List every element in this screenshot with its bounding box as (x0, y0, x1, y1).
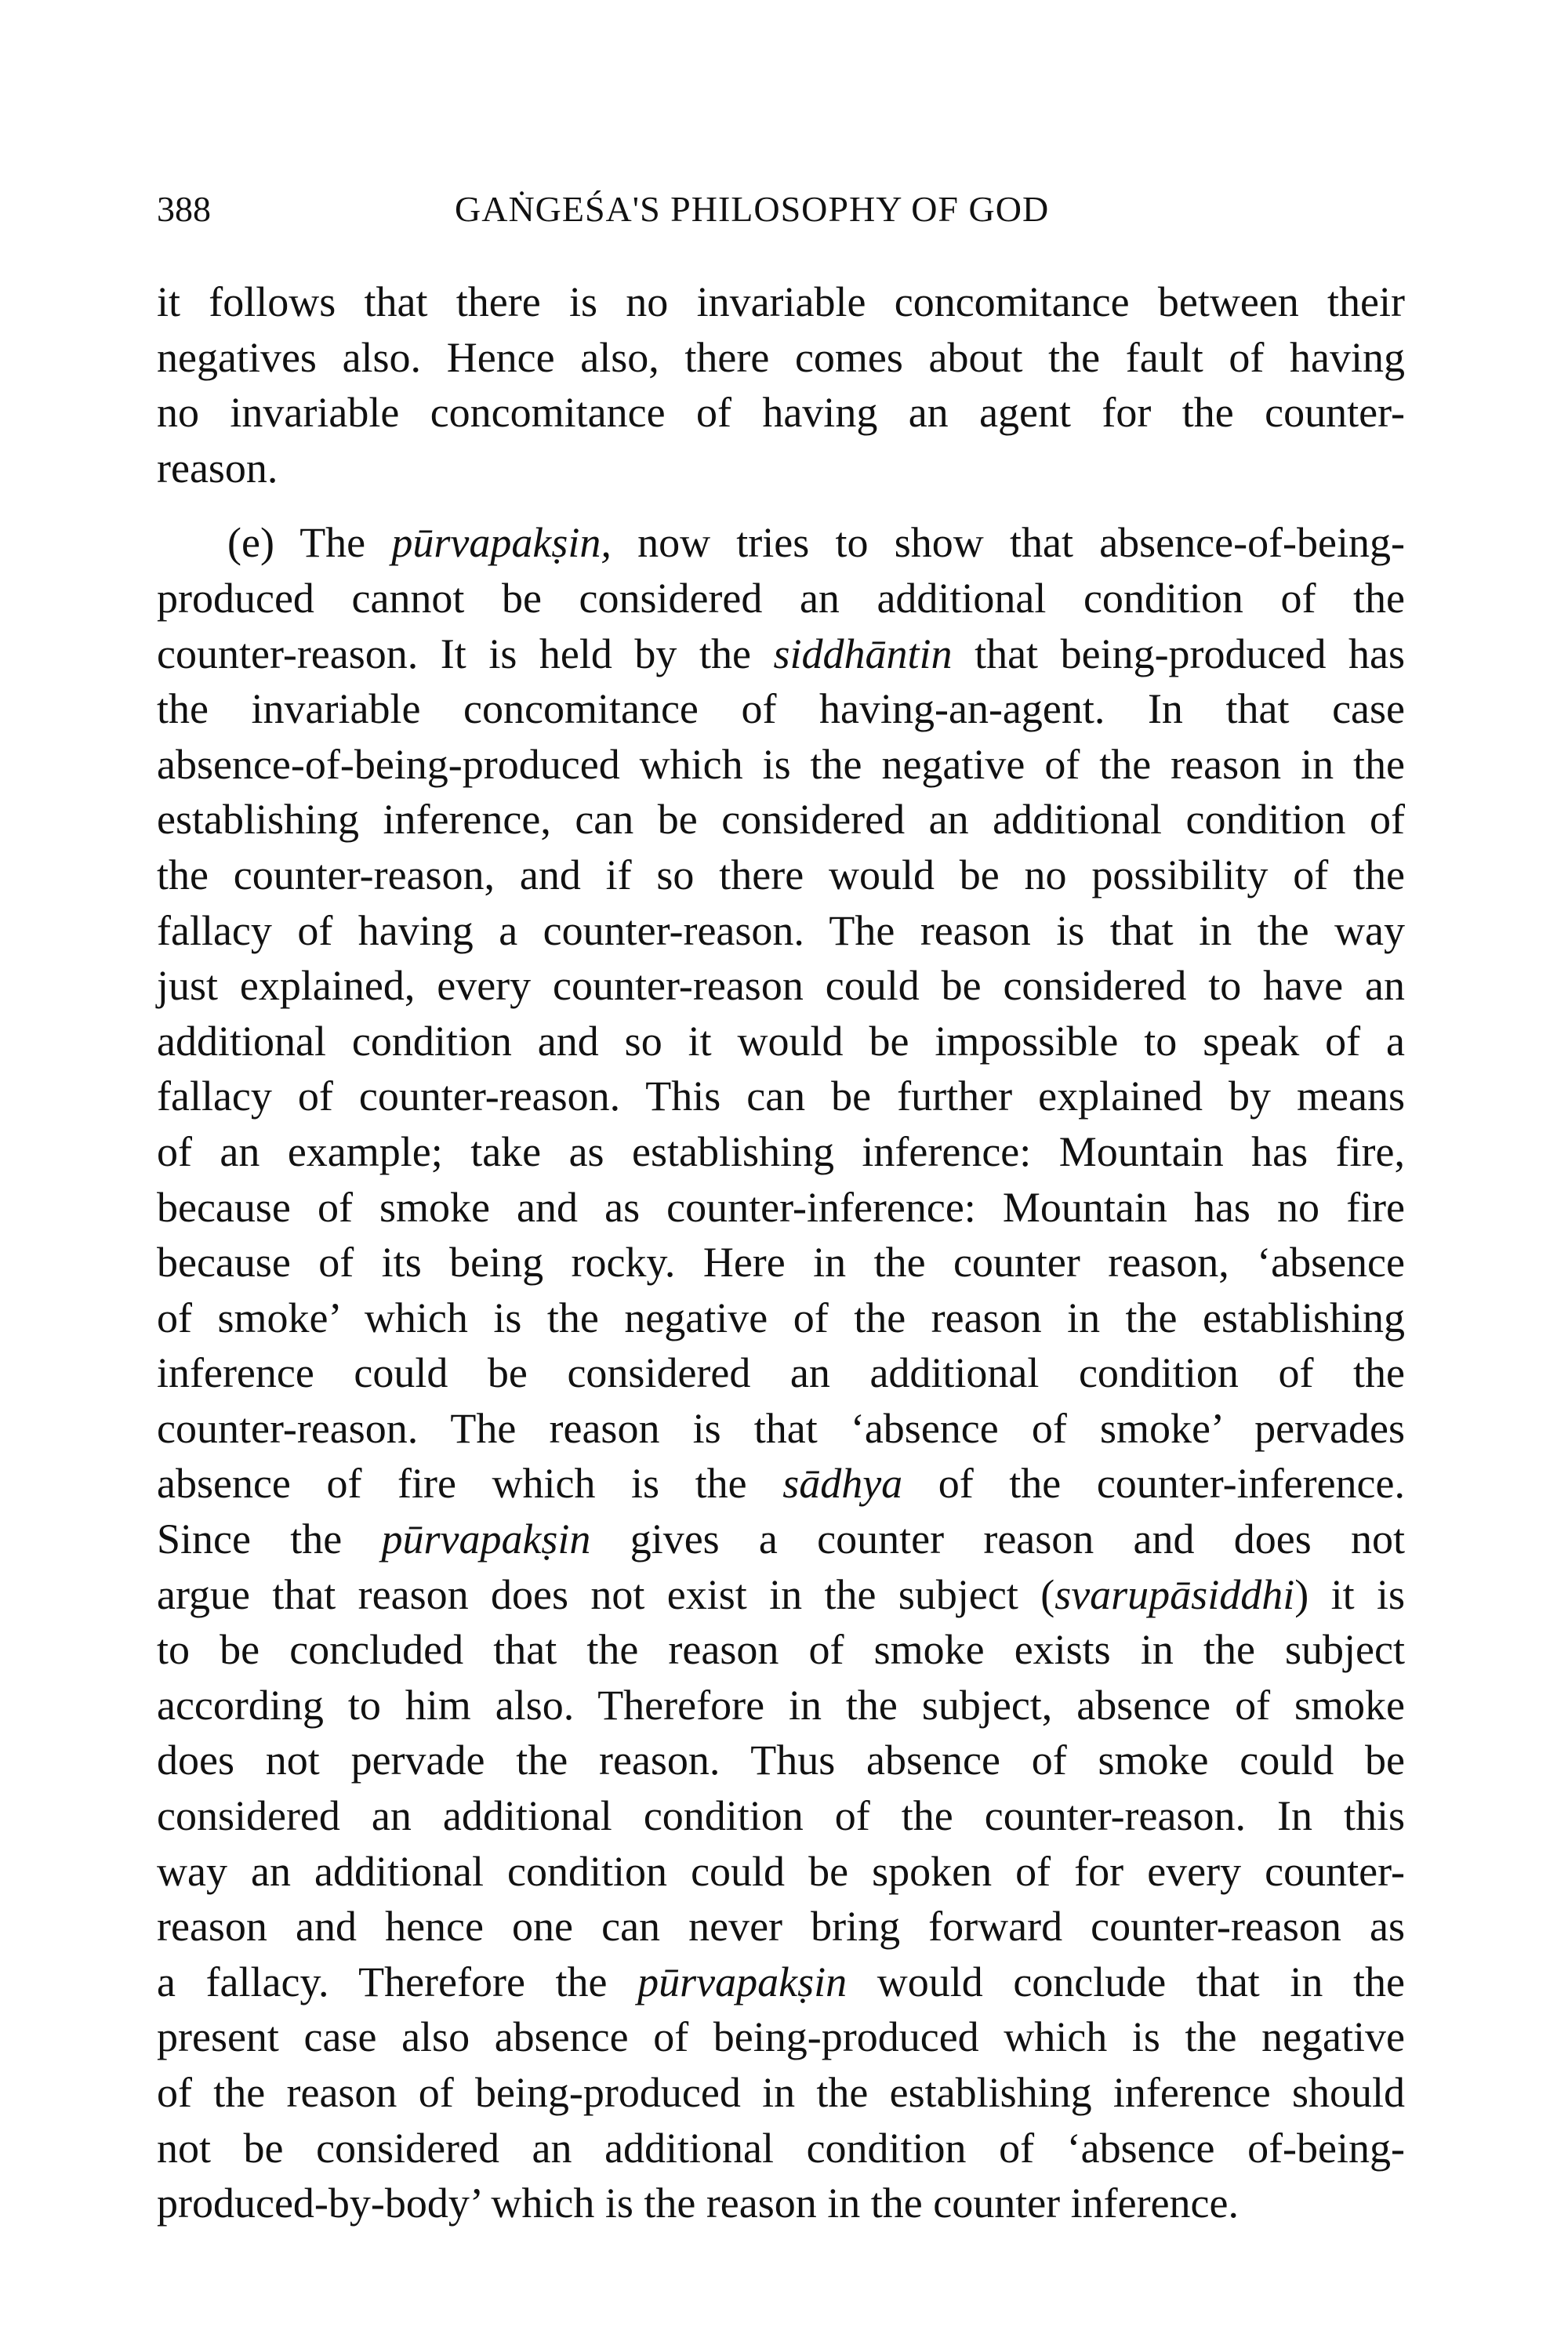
text-line (157, 1345, 1405, 1401)
text-line (157, 1955, 1405, 2010)
italic-term: siddhāntin (773, 630, 953, 677)
text-line (157, 1180, 1405, 1236)
text-run: produced-by-body’ which is the reason in the counter inference. (157, 2180, 1239, 2227)
text-run: way an additional condition could be spoken of for every counter- (157, 1847, 1405, 1895)
text-run: inference could be considered an additional condition of the (157, 1349, 1405, 1397)
text-run: Since the (157, 1515, 382, 1563)
text-line (157, 737, 1405, 793)
text-run: to be concluded that the reason of smoke exists in the subject (157, 1626, 1405, 1674)
text-run: considered an additional condition of the counter-reason. In this (157, 1792, 1405, 1840)
paragraph-gap (157, 495, 1405, 515)
text-line (157, 385, 1405, 441)
text-line (157, 626, 1405, 682)
text-run: absence of fire which is the (157, 1460, 783, 1508)
text-run: the counter-reason, and if so there would be no possibility of the (157, 851, 1405, 898)
text-run: according to him also. Therefore in the subject, absence of smoke (157, 1681, 1405, 1729)
text-run: would conclude that in the (847, 1958, 1405, 2005)
text-line (157, 681, 1405, 737)
body-text (157, 274, 1405, 2231)
text-run: no invariable concomitance of having an agent for the counter- (157, 389, 1405, 437)
text-run: reason. (157, 444, 278, 492)
text-run: absence-of-being-produced which is the negative of the reason in the (157, 740, 1405, 788)
text-run: it follows that there is no invariable concomitance between their (157, 278, 1405, 325)
text-run: ) it is (1294, 1570, 1405, 1618)
text-line (157, 1678, 1405, 1733)
italic-term: svarupāsiddhi (1054, 1570, 1295, 1618)
italic-term: pūrvapakṣin (381, 1515, 591, 1563)
italic-term: sādhya (782, 1460, 903, 1508)
text-line (157, 1567, 1405, 1623)
text-line (157, 1788, 1405, 1844)
text-run: the invariable concomitance of having-an-agent. In that case (157, 685, 1405, 733)
running-title: GAṄGEŚA'S PHILOSOPHY OF GOD (455, 189, 1050, 229)
text-line (157, 1733, 1405, 1788)
text-run: now tries to show that absence-of-being- (611, 519, 1405, 567)
text-run: does not pervade the reason. Thus absence of smoke could be (157, 1737, 1405, 1784)
text-run: a fallacy. Therefore the (157, 1958, 638, 2005)
italic-term: pūrvapakṣin (637, 1958, 848, 2005)
text-line (157, 1069, 1405, 1124)
text-run: that being-produced has (952, 630, 1406, 677)
text-run: of the reason of being-produced in the establishing inference should (157, 2069, 1405, 2116)
text-line (157, 330, 1405, 386)
text-line (157, 958, 1405, 1014)
text-run: of the counter-inference. (902, 1460, 1405, 1508)
text-line (157, 1844, 1405, 1900)
text-run: not be considered an additional condition of ‘absence of-being- (157, 2124, 1405, 2172)
text-run: reason and hence one can never bring forward counter-reason as (157, 1903, 1405, 1951)
paragraph (157, 274, 1405, 495)
text-line (157, 2176, 1405, 2231)
text-run: of smoke’ which is the negative of the reason in the establishing (157, 1294, 1405, 1341)
text-line (157, 1401, 1405, 1457)
text-line (157, 848, 1405, 903)
text-line (157, 571, 1405, 626)
text-run: because of smoke and as counter-inference: Mountain has no fire (157, 1183, 1405, 1231)
text-line (157, 1512, 1405, 1567)
text-run: present case also absence of being-produced which is the negative (157, 2013, 1405, 2061)
text-line (157, 792, 1405, 848)
text-run: produced cannot be considered an additional condition of the (157, 574, 1405, 622)
text-line (157, 441, 1405, 496)
text-run: because of its being rocky. Here in the counter reason, ‘absence (157, 1239, 1405, 1287)
text-line (157, 2121, 1405, 2176)
text-run: argue that reason does not exist in the subject ( (157, 1570, 1055, 1618)
text-run: just explained, every counter-reason could be considered to have an (157, 962, 1405, 1010)
text-run: counter-reason. The reason is that ‘absence of smoke’ pervades (157, 1404, 1405, 1452)
text-run: gives a counter reason and does not (590, 1515, 1405, 1563)
text-run: counter-reason. It is held by the (157, 630, 774, 677)
text-line (157, 1456, 1405, 1512)
text-line (157, 1124, 1405, 1180)
text-line (157, 274, 1405, 330)
text-line (157, 1014, 1405, 1069)
text-run: negatives also. Hence also, there comes about the fault of having (157, 333, 1405, 381)
italic-term: pūrvapakṣin, (391, 519, 612, 567)
text-line (157, 1235, 1405, 1290)
text-run: establishing inference, can be considered an additional condition of (157, 796, 1405, 844)
text-line (157, 2009, 1405, 2065)
text-line (157, 515, 1405, 571)
text-run: (e) The (227, 519, 392, 567)
text-run: fallacy of having a counter-reason. The reason is that in the way (157, 906, 1405, 954)
text-run: fallacy of counter-reason. This can be further explained by means (157, 1073, 1405, 1120)
paragraph (157, 515, 1405, 2230)
text-run: additional condition and so it would be impossible to speak of a (157, 1017, 1405, 1065)
text-line (157, 2065, 1405, 2121)
text-line (157, 1290, 1405, 1346)
text-line (157, 1899, 1405, 1955)
page-number: 388 (157, 189, 211, 229)
text-line (157, 1622, 1405, 1678)
running-header (157, 188, 1405, 235)
text-run: of an example; take as establishing inference: Mountain has fire, (157, 1127, 1405, 1175)
text-line (157, 903, 1405, 959)
